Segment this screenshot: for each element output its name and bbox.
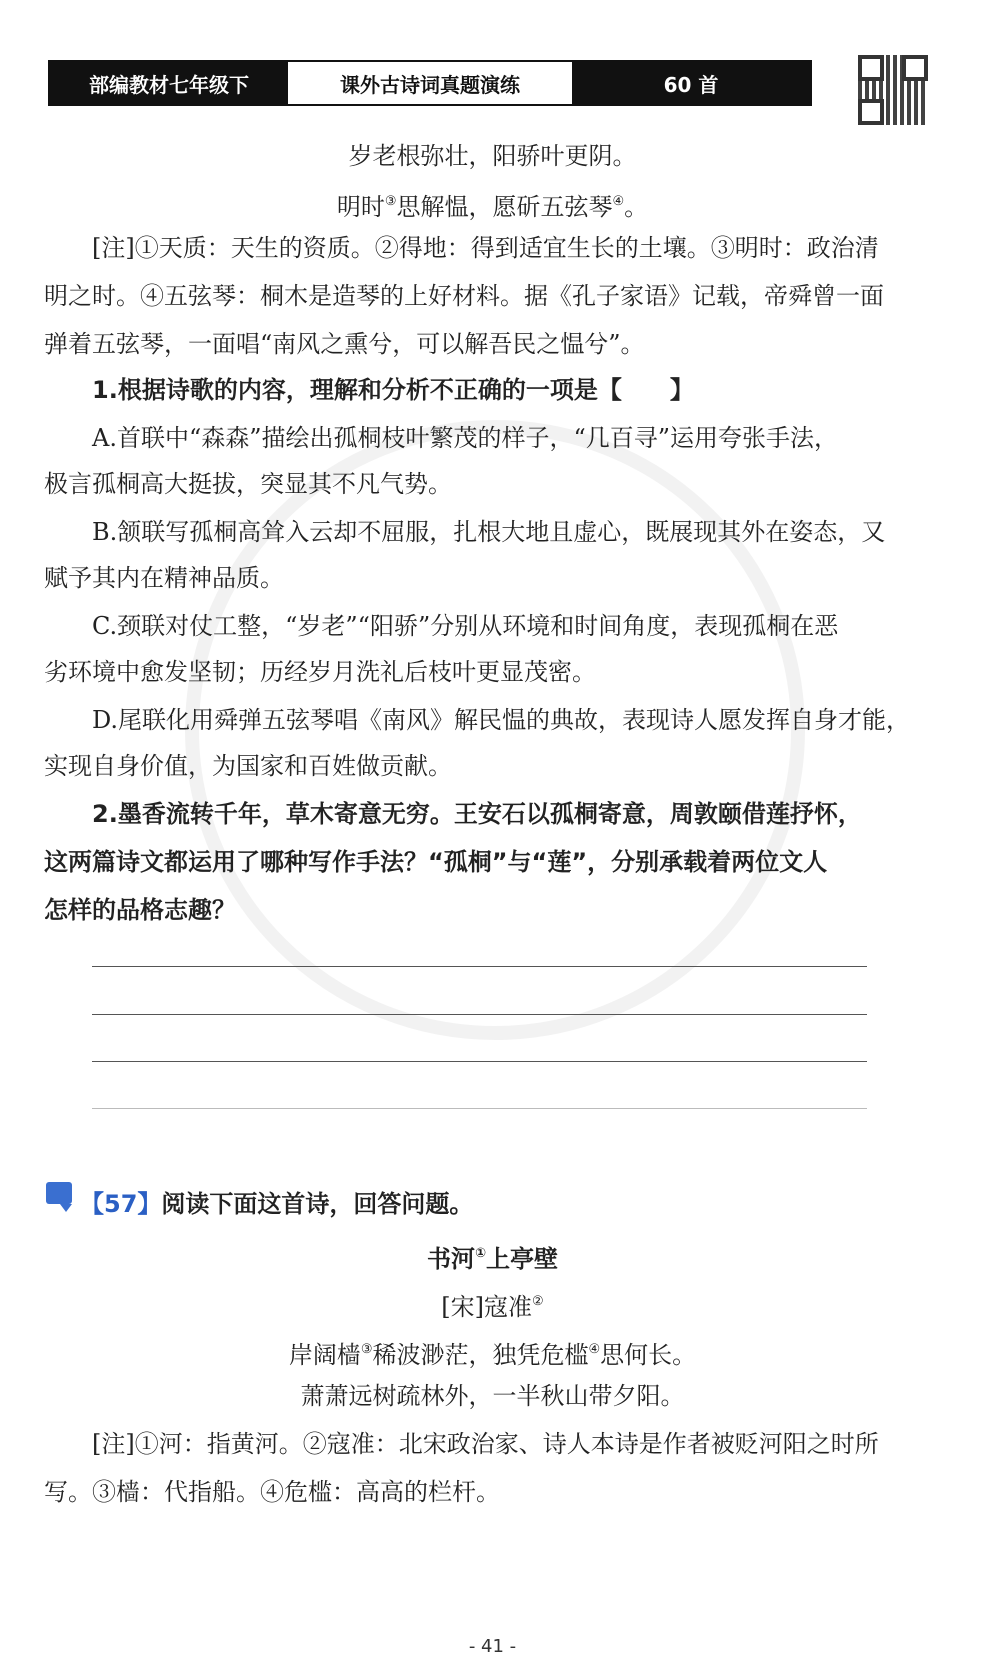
answer-line — [92, 1108, 867, 1109]
poem-line: 岁老根弥壮，阳骄叶更阴。 — [348, 142, 637, 170]
option-a-cont: 极言孤桐高大挺拔，突显其不凡气势。 — [44, 470, 452, 498]
option-d-cont: 实现自身价值，为国家和百姓做贡献。 — [44, 752, 452, 780]
option-a: A.首联中“森森”描绘出孤桐枝叶繁茂的样子，“几百寻”运用夸张手法， — [92, 424, 839, 452]
note-line: 写。③樯：代指船。④危槛：高高的栏杆。 — [44, 1478, 500, 1506]
option-c-cont: 劣环境中愈发坚韧；历经岁月洗礼后枝叶更显茂密。 — [44, 658, 596, 686]
answer-line — [92, 1014, 867, 1015]
header-grade: 部编教材七年级下 — [50, 62, 288, 104]
question-2-line: 怎样的品格志趣？ — [44, 896, 236, 924]
note-line: [注]①天质：天生的资质。②得地：得到适宜生长的土壤。③明时：政治清 — [92, 234, 879, 262]
poem-line: 萧萧远树疏林外，一半秋山带夕阳。 — [300, 1382, 685, 1410]
header-count: 60 首 — [572, 62, 810, 104]
qr-code-icon — [858, 55, 928, 125]
header-bar — [48, 60, 812, 106]
poem-author: [宋]寇准② — [441, 1293, 544, 1321]
header-title: 课外古诗词真题演练 — [288, 62, 572, 104]
question-1-stem: 1.根据诗歌的内容，理解和分析不正确的一项是【 】 — [92, 376, 694, 404]
page-number: - 41 - — [468, 1636, 517, 1657]
note-line: 弹着五弦琴，一面唱“南风之熏兮，可以解吾民之愠兮”。 — [44, 330, 645, 358]
option-b-cont: 赋予其内在精神品质。 — [44, 564, 284, 592]
answer-line — [92, 966, 867, 967]
question-marker-icon — [46, 1182, 72, 1204]
option-b: B.颔联写孤桐高耸入云却不屈服，扎根大地且虚心，既展现其外在姿态，又 — [92, 518, 886, 546]
note-line: 明之时。④五弦琴：桐木是造琴的上好材料。据《孔子家语》记载，帝舜曾一面 — [44, 282, 884, 310]
poem-line: 明时③思解愠，愿斫五弦琴④。 — [336, 193, 649, 221]
option-d: D.尾联化用舜弹五弦琴唱《南风》解民愠的典故，表现诗人愿发挥自身才能， — [92, 706, 911, 734]
question-2-line: 这两篇诗文都运用了哪种写作手法？“孤桐”与“莲”，分别承载着两位文人 — [44, 848, 828, 876]
question-2-line: 2.墨香流转千年，草木寄意无穷。王安石以孤桐寄意，周敦颐借莲抒怀， — [92, 800, 862, 828]
section-57-heading: 【57】阅读下面这首诗，回答问题。 — [80, 1190, 474, 1218]
answer-line — [92, 1061, 867, 1062]
poem-title: 书河①上亭壁 — [426, 1245, 558, 1273]
note-line: [注]①河：指黄河。②寇准：北宋政治家、诗人本诗是作者被贬河阳之时所 — [92, 1430, 879, 1458]
poem-line: 岸阔樯③稀波渺茫，独凭危槛④思何长。 — [288, 1341, 697, 1369]
section-number: 【57】 — [80, 1190, 162, 1218]
option-c: C.颈联对仗工整，“岁老”“阳骄”分别从环境和时间角度，表现孤桐在恶 — [92, 612, 839, 640]
